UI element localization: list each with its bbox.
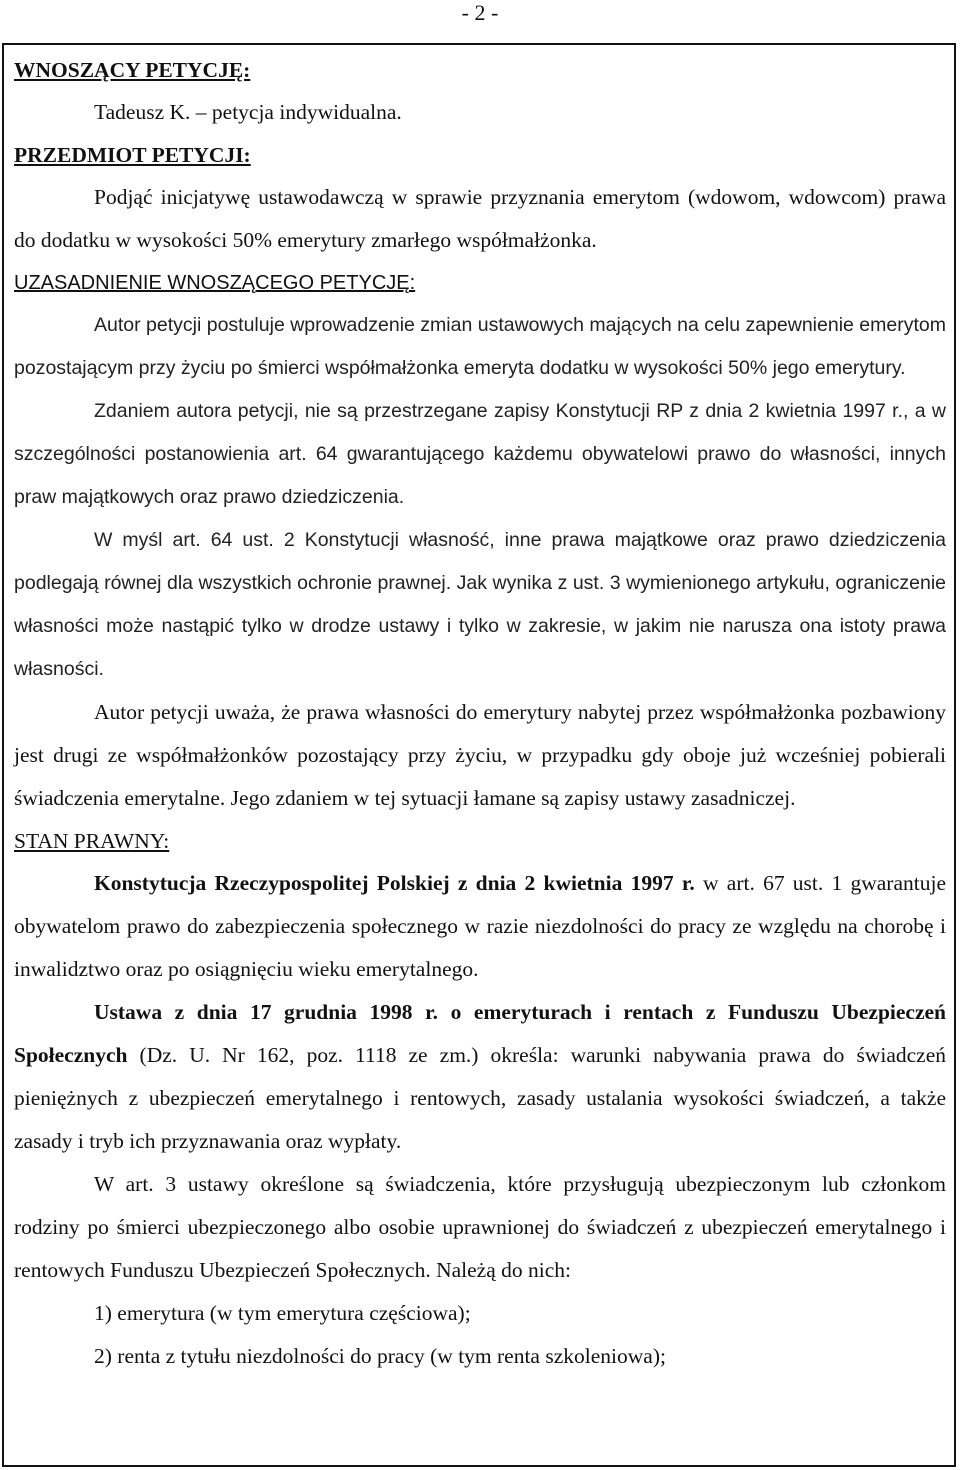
petitioner-heading: WNOSZĄCY PETYCJĘ: xyxy=(14,58,251,82)
justification-paragraph-4: Autor petycji uważa, że prawa własności do emerytury nabytej przez współmałżonka pozbawiony jest drugi ze współmałżonków pozostający przy życiu, w przypadku gdy oboje już wcześniej pobierali świadczenia emerytalne. Jego zdaniem w tej sytuacji łamane są zapisy ustawy zasadniczej. xyxy=(14,700,946,810)
constitution-paragraph xyxy=(14,862,946,991)
page-number: - 2 - xyxy=(461,0,499,25)
legal-status-heading: STAN PRAWNY: xyxy=(14,829,170,853)
justification-paragraph-1: Autor petycji postuluje wprowadzenie zmian ustawowych mających na celu zapewnienie emerytom pozostającym przy życiu po śmierci współmałżonka emeryta dodatku w wysokości 50% jego emerytury. xyxy=(14,314,946,379)
subject-text: Podjąć inicjatywę ustawodawczą w sprawie przyznania emerytom (wdowom, wdowcom) prawa do dodatku w wysokości 50% emerytury zmarłego współmałżonka. xyxy=(14,185,946,252)
article-3-paragraph: W art. 3 ustawy określone są świadczenia, które przysługują ubezpieczonym lub członkom rodziny po śmierci ubezpieczonego albo osobie uprawnionej do świadczeń z ubezpieczeń emerytalnego i rentowych Funduszu Ubezpieczeń Społecznych. Należą do nich: xyxy=(14,1172,946,1282)
justification-heading: UZASADNIENIE WNOSZĄCEGO PETYCJĘ: xyxy=(14,272,416,294)
justification-paragraph-3: W myśl art. 64 ust. 2 Konstytucji własność, inne prawa majątkowe oraz prawo dziedziczenia podlegają równej dla wszystkich ochronie prawnej. Jak wynika z ust. 3 wymienionego artykułu, ograniczenie własności może nastąpić tylko w drodze ustawy i tylko w zakresie, w jakim nie narusza ona istoty prawa własności. xyxy=(14,529,946,680)
justification-paragraph-2: Zdaniem autora petycji, nie są przestrzegane zapisy Konstytucji RP z dnia 2 kwietnia 1997 r., a w szczególności postanowienia art. 64 gwarantującego każdemu obywatelowi prawo do własności, innych praw majątkowych oraz prawo dziedziczenia. xyxy=(14,400,946,508)
constitution-text: w art. 67 ust. 1 gwarantuje obywatelom prawo do zabezpieczenia społecznego w razie niezdolności do pracy ze względu na chorobę i inwalidztwo oraz po osiągnięciu wieku emerytalnego. xyxy=(14,871,946,981)
constitution-title: Konstytucja Rzeczypospolitej Polskiej z dnia 2 kwietnia 1997 r. xyxy=(94,871,695,895)
act-text: (Dz. U. Nr 162, poz. 1118 ze zm.) określa: warunki nabywania prawa do świadczeń pieniężnych z ubezpieczeń emerytalnego i rentowych, zasady ustalania wysokości świadczeń, a także zasady i tryb ich przyznawania oraz wypłaty. xyxy=(14,1043,946,1153)
subject-heading: PRZEDMIOT PETYCJI: xyxy=(14,143,251,167)
document-frame xyxy=(2,43,956,1467)
petitioner-text: Tadeusz K. – petycja indywidualna. xyxy=(94,100,402,124)
list-item: 1) emerytura (w tym emerytura częściowa); xyxy=(94,1301,471,1325)
act-paragraph xyxy=(14,991,946,1163)
act-title: Ustawa z dnia 17 grudnia 1998 r. o emeryturach i rentach z Funduszu Ubezpieczeń Społecznych xyxy=(14,1000,946,1067)
list-item: 2) renta z tytułu niezdolności do pracy (w tym renta szkoleniowa); xyxy=(94,1344,666,1368)
